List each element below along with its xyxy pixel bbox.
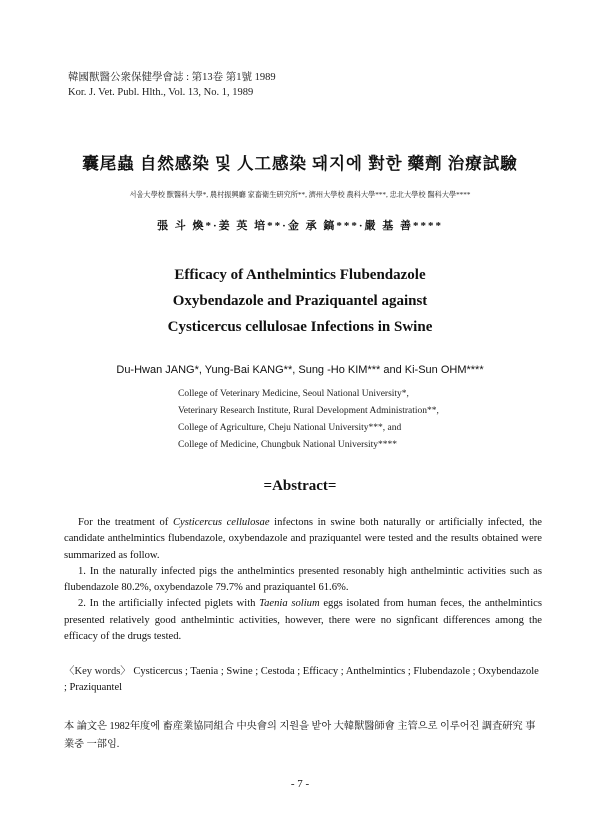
abstract-p3-text: 2. In the artificially infected piglets with <box>78 598 260 610</box>
abstract-p3-text-cont: eggs isolated from human feces, the anthelmintics presented relatively good anthelmintic activities, however, there were no signficant differences among the efficacy of the drugs tested. <box>64 598 542 643</box>
english-title <box>0 262 600 340</box>
english-title-line-1: Efficacy of Anthelmintics Flubendazole <box>174 267 426 283</box>
keywords-label: 〈Key words〉 <box>64 666 131 677</box>
english-authors: Du-Hwan JANG*, Yung-Bai KANG**, Sung -Ho KIM*** and Ki-Sun OHM**** <box>116 364 484 376</box>
abstract-paragraph-3 <box>64 596 542 645</box>
journal-citation-english: Kor. J. Vet. Publ. Hlth., Vol. 13, No. 1, 1989 <box>68 87 254 98</box>
affiliation-4: College of Medicine, Chungbuk National University**** <box>178 440 397 450</box>
species-name-italic: Taenia solium <box>259 598 320 610</box>
journal-citation-korean: 韓國獸醫公衆保健學會誌 : 第13卷 第1號 1989 <box>68 72 276 83</box>
english-title-line-3: Cysticercus cellulosae Infections in Swine <box>167 319 433 335</box>
journal-citation <box>68 70 276 100</box>
abstract-heading: =Abstract= <box>263 478 337 494</box>
funding-note: 本 論文은 1982年度에 畜産業協同組合 中央會의 지원을 받아 大韓獸醫師會 主管으로 이루어진 調査硏究 事業중 一部임. <box>64 721 536 750</box>
abstract-body <box>64 515 542 645</box>
affiliation-2: Veterinary Research Institute, Rural Development Administration**, <box>178 406 439 416</box>
english-affiliations <box>178 386 439 454</box>
keywords-list: Cysticercus ; Taenia ; Swine ; Cestoda ; Efficacy ; Anthelmintics ; Flubendazole ; Oxybendazole ; Praziquantel <box>64 666 539 693</box>
korean-title: 囊尾蟲 自然感染 및 人工感染 돼지에 對한 藥劑 治療試驗 <box>82 154 518 173</box>
abstract-p1-text-cont: infectons in swine both naturally or artificially infected, the candidate anthelmintics flubendazole, oxybendazole and praziquantel were tested and the results obtained were summarized as follow. <box>64 517 543 561</box>
keywords <box>64 664 542 696</box>
affiliation-1: College of Veterinary Medicine, Seoul National University*, <box>178 389 409 399</box>
page-number: - 7 - <box>290 778 310 790</box>
affiliation-3: College of Agriculture, Cheju National University***, and <box>178 423 402 433</box>
korean-affiliations: 서울大學校 獸醫科大學*, 農村振興廳 家畜衛生硏究所**, 濟州大學校 農科大學***, 忠北大學校 醫科大學**** <box>129 191 471 199</box>
english-title-line-2: Oxybendazole and Praziquantel against <box>172 293 428 309</box>
abstract-paragraph-2: 1. In the naturally infected pigs the anthelmintics presented resonably high anthelmintic activities such as flubendazole 80.2%, oxybendazole 79.7% and praziquantel 61.6%. <box>64 565 542 594</box>
abstract-paragraph-1 <box>64 515 542 564</box>
abstract-p1-text: For the treatment of <box>78 517 173 528</box>
species-name-italic: Cysticercus cellulosae <box>172 517 270 528</box>
korean-authors: 張 斗 煥*·姜 英 培**·金 承 鎬***·嚴 基 善**** <box>156 220 443 232</box>
